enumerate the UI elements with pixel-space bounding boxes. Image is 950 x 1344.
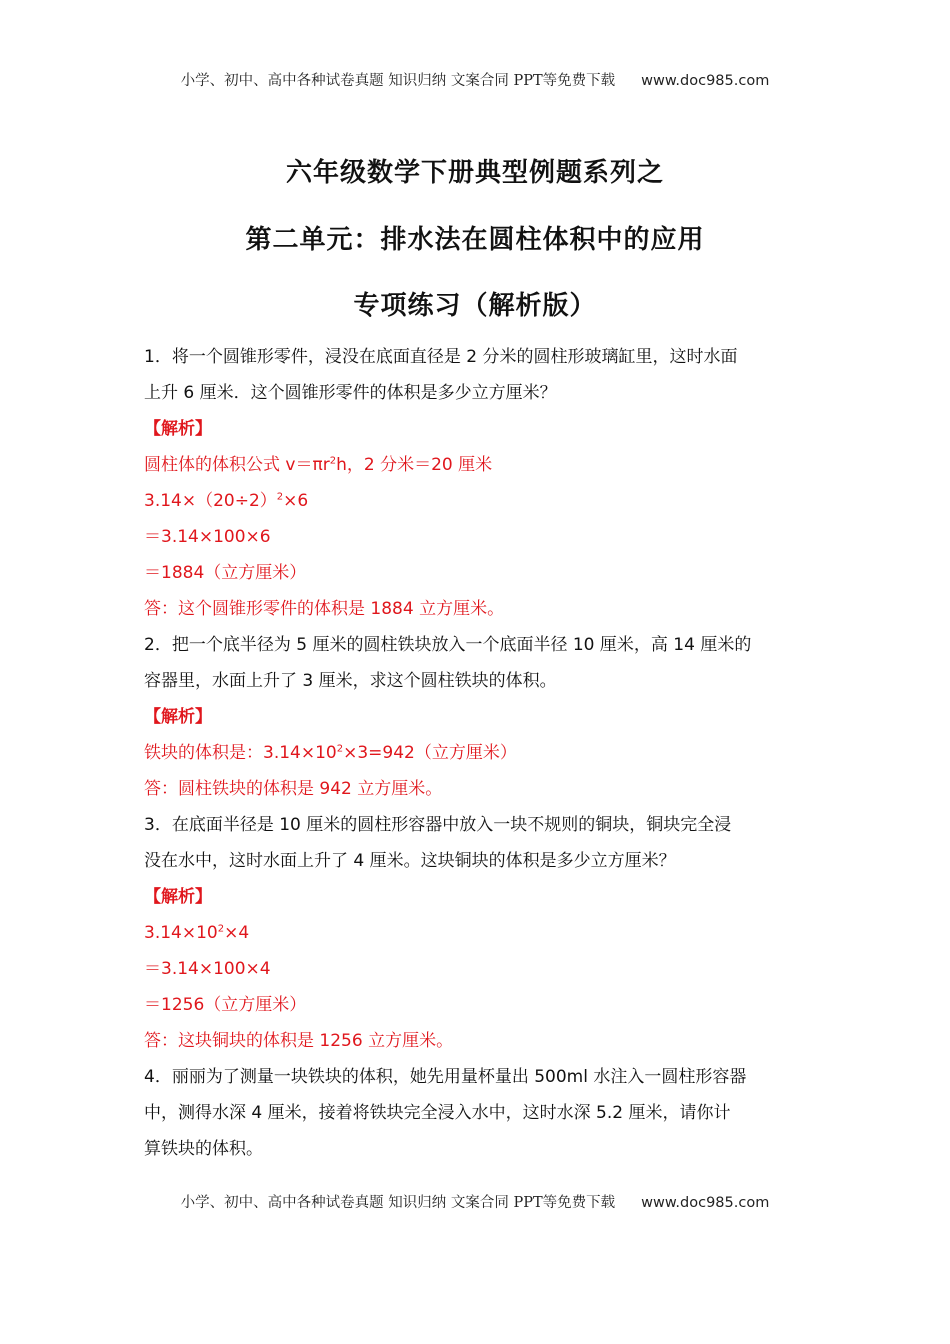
- question-4-line-3: 算铁块的体积。: [144, 1139, 263, 1159]
- page-footer: [0, 1191, 950, 1212]
- solution-1-step-2: $3.14\times(20\div 2)^2\times 6$: [144, 491, 309, 511]
- solution-3-step-2: ＝3.14×100×4: [144, 959, 271, 979]
- answer-3: 答：这块铜块的体积是 1256 立方厘米。: [144, 1031, 454, 1051]
- solution-1-step-4: ＝1884（立方厘米）: [144, 563, 307, 583]
- header-site-link[interactable]: www.doc985.com: [641, 73, 770, 89]
- solution-1-step-1: 圆柱体的体积公式 $v=\pi r^2h$，2 分米＝20 厘米: [144, 455, 493, 475]
- answer-2: 答：圆柱铁块的体积是 942 立方厘米。: [144, 779, 443, 799]
- answer-1: 答：这个圆锥形零件的体积是 1884 立方厘米。: [144, 599, 505, 619]
- question-3-line-1: 3．在底面半径是 10 厘米的圆柱形容器中放入一块不规则的铜块，铜块完全浸: [144, 815, 732, 835]
- question-4-line-2: 中，测得水深 4 厘米，接着将铁块完全浸入水中，这时水深 5.2 厘米，请你计: [144, 1103, 731, 1123]
- solution-2-step-1: 铁块的体积是：$3.14\times 10^2\times 3=942$（立方厘米）: [144, 743, 517, 763]
- question-1-line-2: 上升 6 厘米．这个圆锥形零件的体积是多少立方厘米？: [144, 383, 557, 403]
- solution-1-step-3: ＝3.14×100×6: [144, 527, 271, 547]
- footer-text: 小学、初中、高中各种试卷真题 知识归纳 文案合同 PPT等免费下载: [180, 1195, 616, 1211]
- question-3-line-2: 没在水中，这时水面上升了 4 厘米。这块铜块的体积是多少立方厘米？: [144, 851, 676, 871]
- solution-3-step-3: ＝1256（立方厘米）: [144, 995, 307, 1015]
- title-line-1: 六年级数学下册典型例题系列之: [285, 158, 664, 188]
- exercise-content: [144, 339, 809, 1167]
- title-line-3: 专项练习（解析版）: [353, 291, 597, 321]
- analysis-label-1: 【解析】: [144, 419, 212, 439]
- analysis-label-2: 【解析】: [144, 707, 212, 727]
- header-text: 小学、初中、高中各种试卷真题 知识归纳 文案合同 PPT等免费下载: [180, 73, 616, 89]
- analysis-label-3: 【解析】: [144, 887, 212, 907]
- question-1-line-1: 1．将一个圆锥形零件，浸没在底面直径是 2 分米的圆柱形玻璃缸里，这时水面: [144, 347, 738, 367]
- title-line-2: 第二单元：排水法在圆柱体积中的应用: [245, 225, 705, 255]
- question-2-line-2: 容器里，水面上升了 3 厘米，求这个圆柱铁块的体积。: [144, 671, 557, 691]
- question-2-line-1: 2．把一个底半径为 5 厘米的圆柱铁块放入一个底面半径 10 厘米，高 14 厘米的: [144, 635, 752, 655]
- solution-3-step-1: $3.14\times 10^2\times 4$: [144, 923, 250, 943]
- page-header: [0, 69, 950, 90]
- footer-site-link[interactable]: www.doc985.com: [641, 1195, 770, 1211]
- question-4-line-1: 4．丽丽为了测量一块铁块的体积，她先用量杯量出 500ml 水注入一圆柱形容器: [144, 1067, 747, 1087]
